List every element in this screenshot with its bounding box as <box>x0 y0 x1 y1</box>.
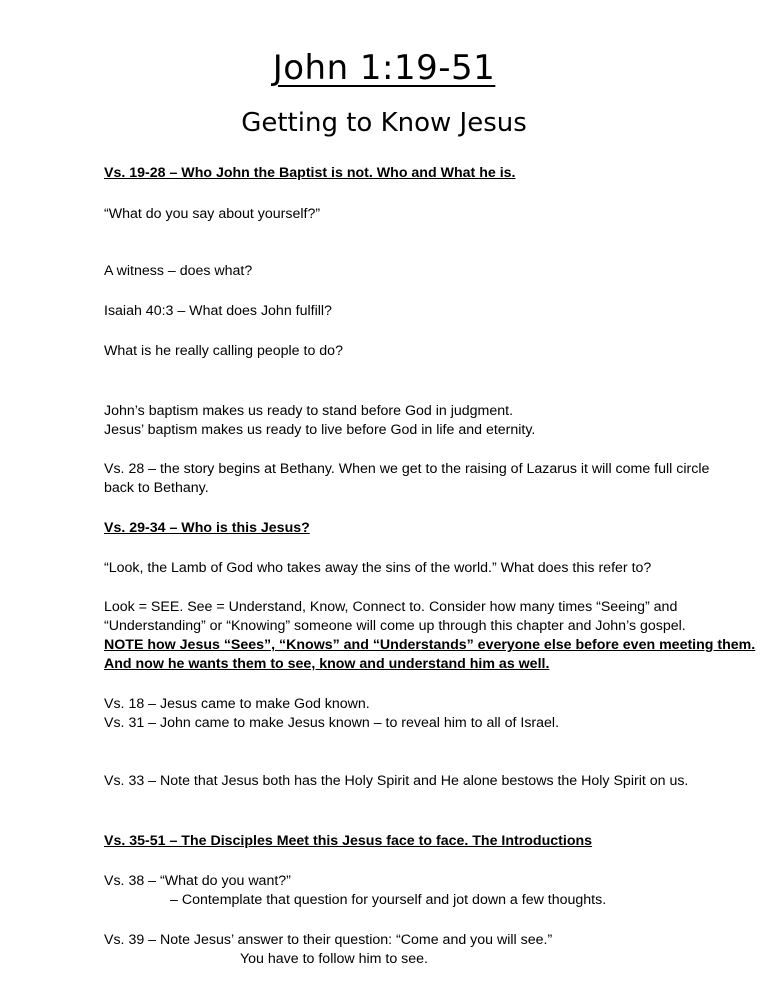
section-heading-29-34: Vs. 29-34 – Who is this Jesus? <box>104 520 310 536</box>
paragraph-jesus-baptism: Jesus’ baptism makes us ready to live before God in life and eternity. <box>104 422 536 438</box>
verse-39: Vs. 39 – Note Jesus’ answer to their question: “Come and you will see.” <box>104 932 553 948</box>
question-isaiah: Isaiah 40:3 – What does John fulfill? <box>104 303 332 319</box>
paragraph-bethany-1: Vs. 28 – the story begins at Bethany. When we get to the raising of Lazarus it will come full circle <box>104 461 710 477</box>
paragraph-look-2: “Understanding” or “Knowing” someone will come up through this chapter and John’s gospel. <box>104 618 686 634</box>
document-title: John 1:19-51 <box>272 48 496 88</box>
question-lamb: “Look, the Lamb of God who takes away the sins of the world.” What does this refer to? <box>104 560 652 576</box>
paragraph-look-1: Look = SEE. See = Understand, Know, Connect to. Consider how many times “Seeing” and <box>104 599 678 615</box>
verse-33: Vs. 33 – Note that Jesus both has the Holy Spirit and He alone bestows the Holy Spirit on us. <box>104 773 689 789</box>
verse-31: Vs. 31 – John came to make Jesus known – to reveal him to all of Israel. <box>104 715 560 731</box>
section-heading-35-51: Vs. 35-51 – The Disciples Meet this Jesus face to face. The Introductions <box>104 833 593 849</box>
question-calling: What is he really calling people to do? <box>104 343 343 359</box>
verse-38-contemplate: – Contemplate that question for yourself and jot down a few thoughts. <box>170 892 607 908</box>
note-line-2: And now he wants them to see, know and understand him as well. <box>104 656 550 672</box>
note-line-1: NOTE how Jesus “Sees”, “Knows” and “Understands” everyone else before even meeting them. <box>104 637 756 653</box>
verse-38: Vs. 38 – “What do you want?” <box>104 873 291 889</box>
verse-39-follow: You have to follow him to see. <box>240 951 428 967</box>
section-heading-19-28: Vs. 19-28 – Who John the Baptist is not. Who and What he is. <box>104 165 516 181</box>
verse-18: Vs. 18 – Jesus came to make God known. <box>104 696 370 712</box>
document-subtitle: Getting to Know Jesus <box>241 108 527 138</box>
paragraph-johns-baptism: John’s baptism makes us ready to stand before God in judgment. <box>104 403 514 419</box>
paragraph-bethany-2: back to Bethany. <box>104 480 209 496</box>
question-witness: A witness – does what? <box>104 263 253 279</box>
question-yourself: “What do you say about yourself?” <box>104 206 321 222</box>
